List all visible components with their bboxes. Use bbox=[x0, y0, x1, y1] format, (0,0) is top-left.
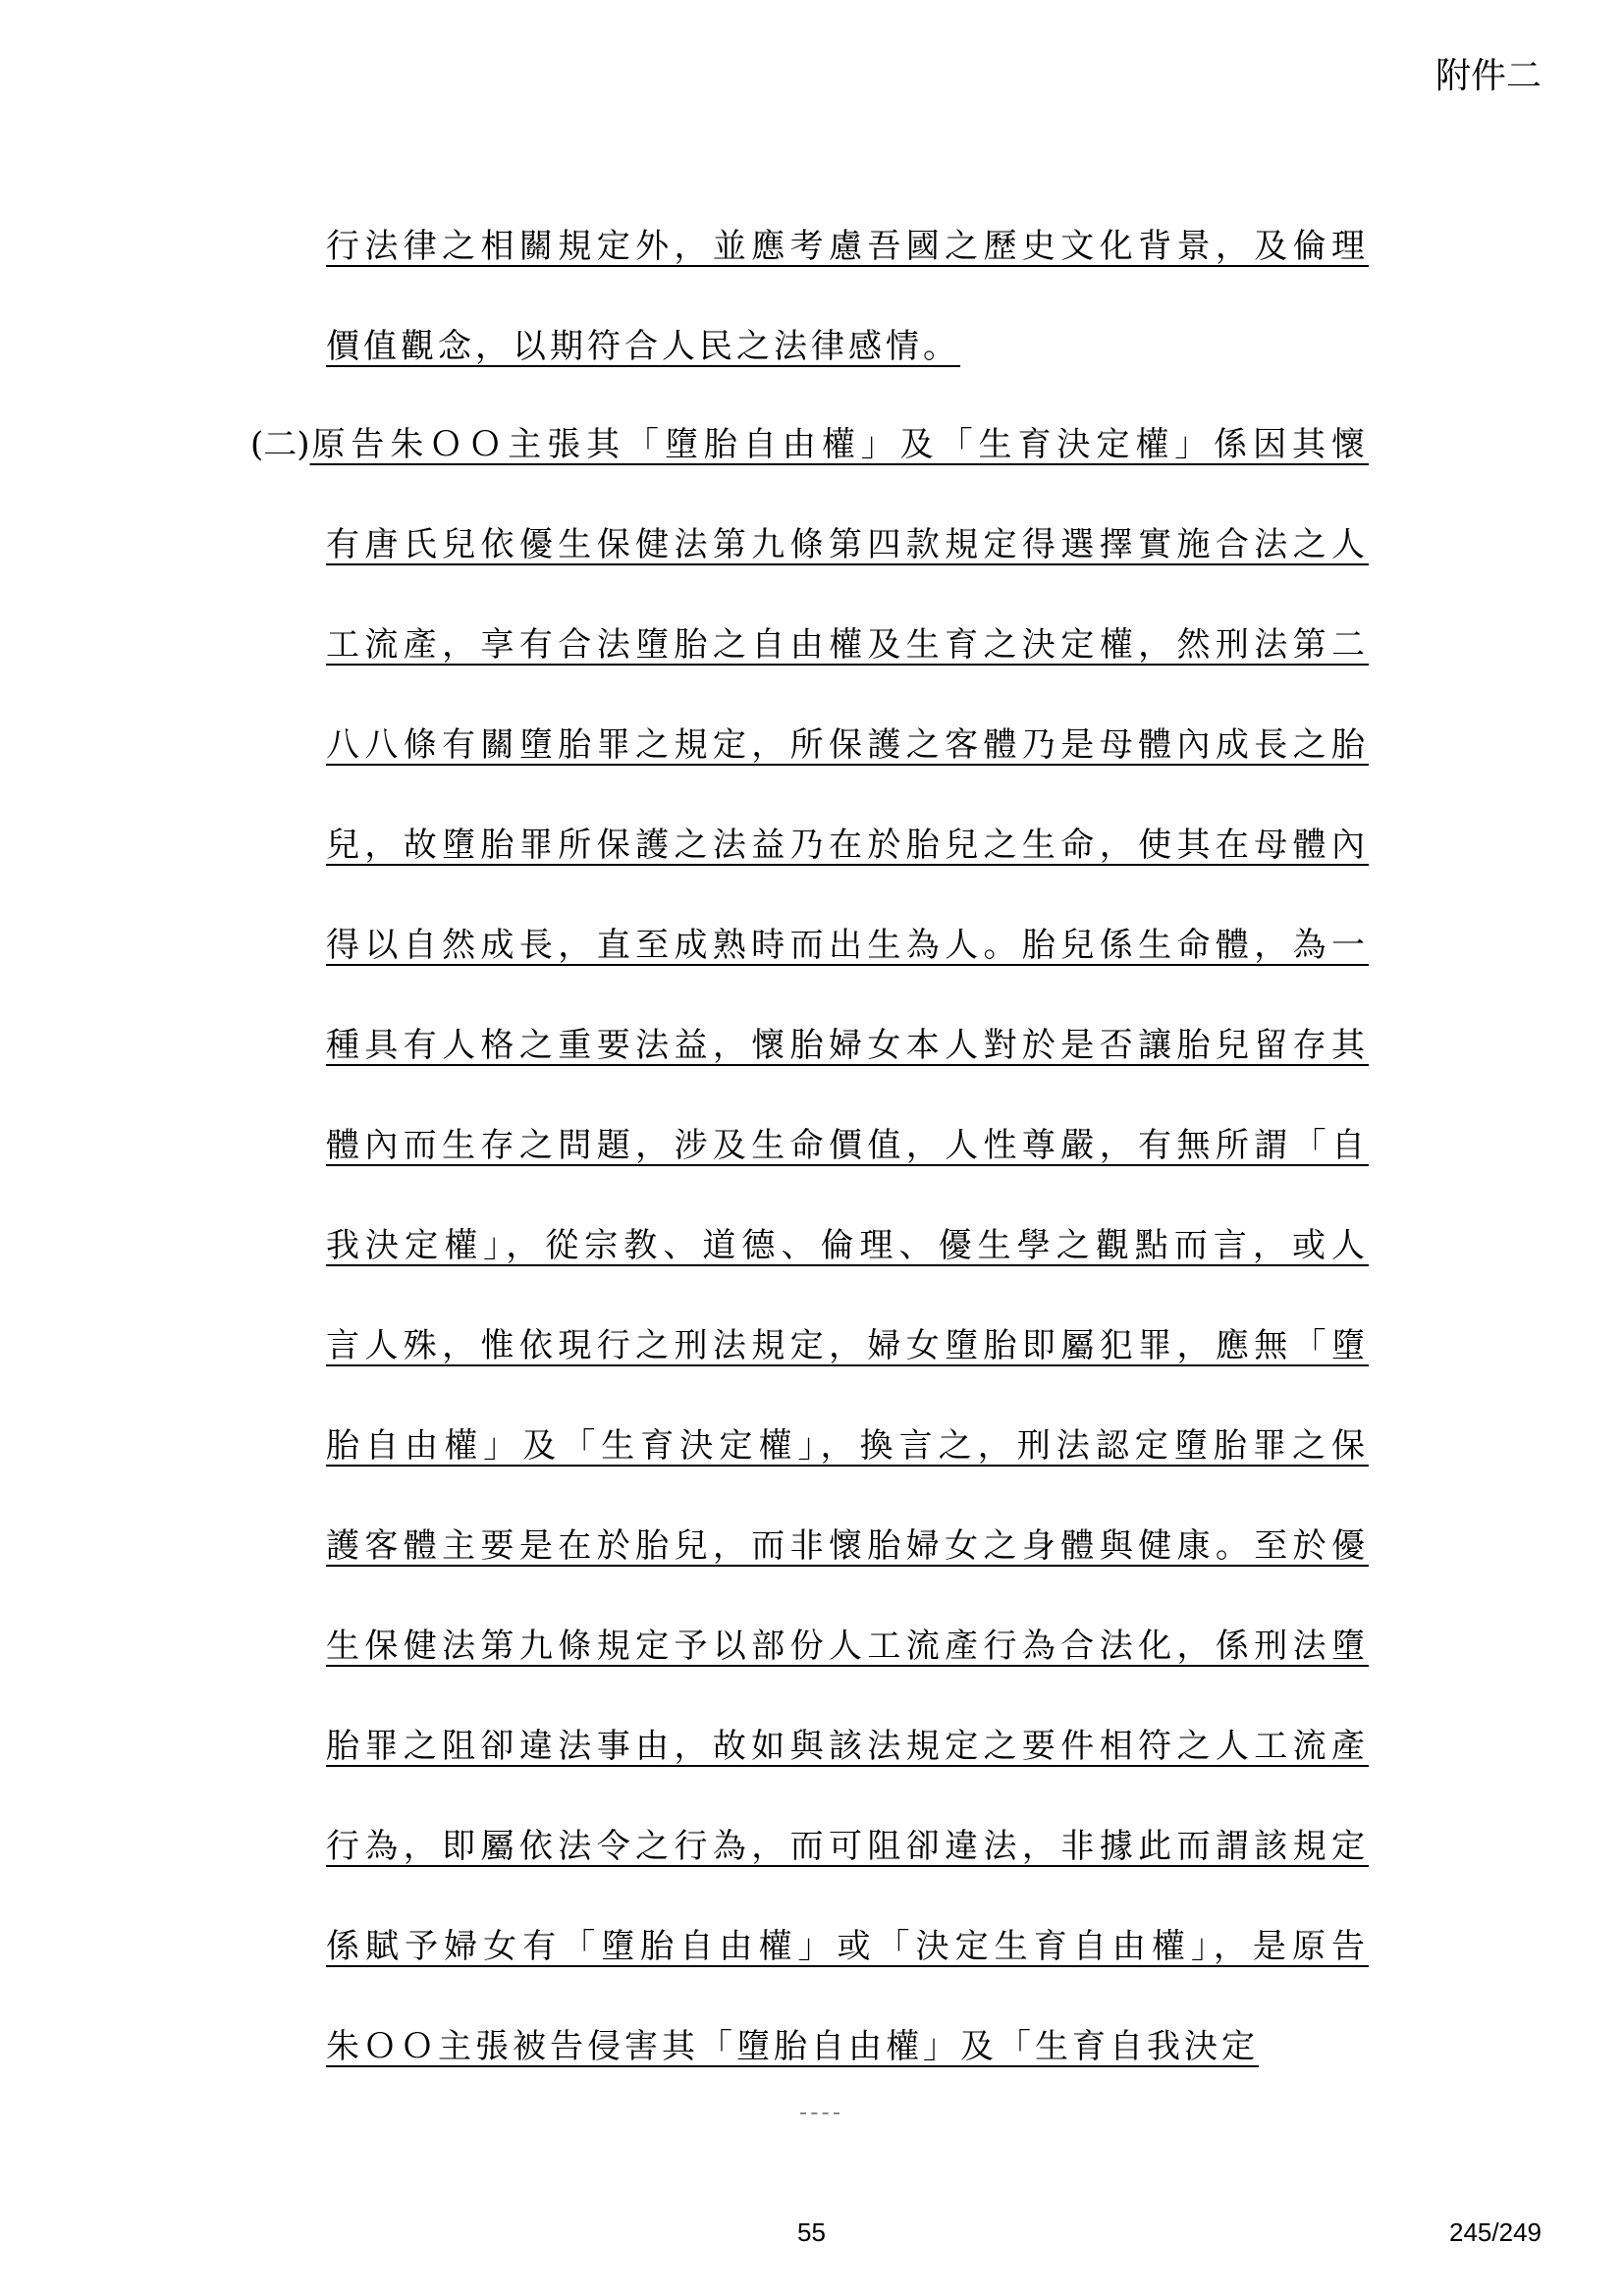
text-line: 得以自然成長，直至成熟時而出生為人。胎兒係生命體，為一 bbox=[326, 926, 1369, 965]
page-count: 245/249 bbox=[1449, 2217, 1542, 2247]
text-line: 言人殊，惟依現行之刑法規定，婦女墮胎即屬犯罪，應無「墮 bbox=[326, 1326, 1369, 1365]
text-line: 朱ＯＯ主張被告侵害其「墮胎自由權」及「生育自我決定 bbox=[326, 2027, 1259, 2066]
text-line: 種具有人格之重要法益，懷胎婦女本人對於是否讓胎兒留存其 bbox=[326, 1026, 1369, 1065]
text-line: 胎自由權」及「生育決定權」，換言之，刑法認定墮胎罪之保 bbox=[326, 1426, 1369, 1466]
text-line: 有唐氏兒依優生保健法第九條第四款規定得選擇實施合法之人 bbox=[326, 525, 1369, 564]
text-line: 八八條有關墮胎罪之規定，所保護之客體乃是母體內成長之胎 bbox=[326, 725, 1369, 765]
text-line: 原告朱ＯＯ主張其「墮胎自由權」及「生育決定權」係因其懷 bbox=[309, 425, 1369, 464]
annex-label: 附件二 bbox=[1435, 56, 1542, 96]
text-line: 工流產，享有合法墮胎之自由權及生育之決定權，然刑法第二 bbox=[326, 625, 1369, 665]
text-line: 行法律之相關規定外，並應考慮吾國之歷史文化背景，及倫理 bbox=[326, 227, 1369, 266]
text-line: 生保健法第九條規定予以部份人工流產行為合法化，係刑法墮 bbox=[326, 1627, 1369, 1666]
text-line: 行為，即屬依法令之行為，而可阻卻違法，非據此而謂該規定 bbox=[326, 1827, 1369, 1866]
section-first-line bbox=[250, 422, 1369, 467]
text-line: 兒，故墮胎罪所保護之法益乃在於胎兒之生命，使其在母體內 bbox=[326, 826, 1369, 865]
text-line: 護客體主要是在於胎兒，而非懷胎婦女之身體與健康。至於優 bbox=[326, 1526, 1369, 1566]
section-number: (二) bbox=[250, 425, 310, 464]
text-line: 胎罪之阻卻違法事由，故如與該法規定之要件相符之人工流產 bbox=[326, 1727, 1369, 1766]
page-divider-mark bbox=[800, 2112, 839, 2116]
text-line: 我決定權」，從宗教、道德、倫理、優生學之觀點而言，或人 bbox=[326, 1226, 1369, 1265]
text-line: 係賦予婦女有「墮胎自由權」或「決定生育自由權」，是原告 bbox=[326, 1927, 1369, 1966]
text-line: 體內而生存之問題，涉及生命價值，人性尊嚴，有無所謂「自 bbox=[326, 1126, 1369, 1165]
page-number: 55 bbox=[797, 2217, 826, 2247]
text-line: 價值觀念，以期符合人民之法律感情。 bbox=[326, 327, 960, 366]
